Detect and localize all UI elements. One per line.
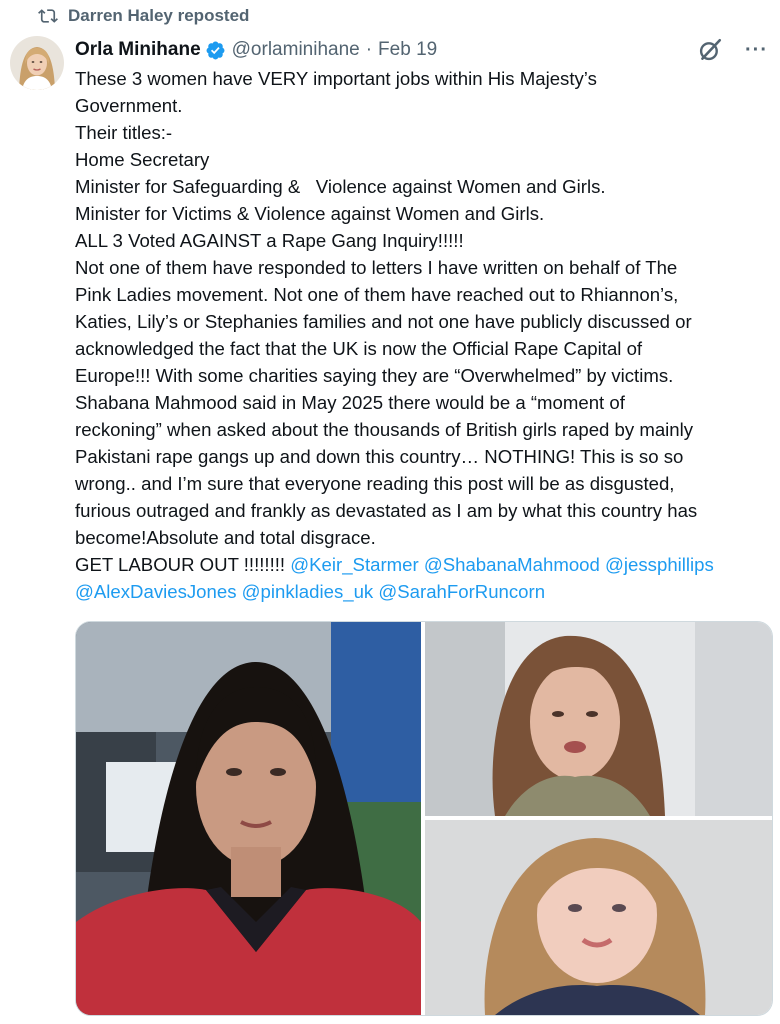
post-line: These 3 women have VERY important jobs within His Majesty’s <box>75 68 597 89</box>
more-options-icon[interactable]: ··· <box>745 38 768 61</box>
post-line: Europe!!! With some charities saying they are “Overwhelmed” by victims. <box>75 365 674 386</box>
post-line: Not one of them have responded to letters I have written on behalf of The <box>75 257 678 278</box>
post-line: furious outraged and frankly as devastated as I am by what this country has <box>75 500 698 521</box>
repost-indicator[interactable] <box>38 6 249 26</box>
post-line: become!Absolute and total disgrace. <box>75 527 376 548</box>
post-line: Pakistani rape gangs up and down this country… NOTHING! This is so so <box>75 446 684 467</box>
media-photo-1[interactable] <box>76 622 421 1015</box>
post-body <box>75 65 775 605</box>
media-photo-3[interactable] <box>425 820 772 1015</box>
post-line: wrong.. and I’m sure that everyone reading this post will be as disgusted, <box>75 473 675 494</box>
grok-icon[interactable] <box>697 37 723 63</box>
final-line-text: GET LABOUR OUT !!!!!!!! <box>75 554 291 575</box>
author-avatar[interactable] <box>10 36 64 90</box>
verified-badge-icon[interactable] <box>205 40 226 61</box>
mention-link[interactable]: @ShabanaMahmood <box>423 554 600 575</box>
post-date[interactable]: Feb 19 <box>378 39 438 60</box>
repost-icon <box>38 6 58 26</box>
separator-dot: · <box>365 39 373 60</box>
post-line: acknowledged the fact that the UK is now the Official Rape Capital of <box>75 338 643 359</box>
post-header <box>75 36 768 64</box>
repost-label: Darren Haley reposted <box>68 6 250 25</box>
author-handle[interactable]: @orlaminihane <box>231 39 360 60</box>
mention-link[interactable]: @pinkladies_uk <box>241 581 374 602</box>
mention-link[interactable]: @SarahForRuncorn <box>378 581 546 602</box>
post-line: ALL 3 Voted AGAINST a Rape Gang Inquiry!!!!! <box>75 230 464 251</box>
post-line: Home Secretary <box>75 149 210 170</box>
post-line-mentions <box>75 578 775 605</box>
post-line: Their titles:- <box>75 122 173 143</box>
media-grid <box>75 621 773 1016</box>
media-photo-2[interactable] <box>425 622 772 816</box>
mention-link[interactable]: @AlexDaviesJones <box>75 581 237 602</box>
mention-link[interactable]: @Keir_Starmer <box>290 554 419 575</box>
post-line: Minister for Safeguarding & Violence against Women and Girls. <box>75 176 606 197</box>
post-line: Minister for Victims & Violence against Women and Girls. <box>75 203 545 224</box>
mention-link[interactable]: @jessphillips <box>605 554 714 575</box>
post-line: reckoning” when asked about the thousands of British girls raped by mainly <box>75 419 694 440</box>
post-line-mentions <box>75 551 775 578</box>
post-line: Pink Ladies movement. Not one of them have reached out to Rhiannon’s, <box>75 284 679 305</box>
post-line: Shabana Mahmood said in May 2025 there would be a “moment of <box>75 392 625 413</box>
author-name[interactable]: Orla Minihane <box>75 39 201 60</box>
post-line: Government. <box>75 95 183 116</box>
post-line: Katies, Lily’s or Stephanies families and not one have publicly discussed or <box>75 311 692 332</box>
